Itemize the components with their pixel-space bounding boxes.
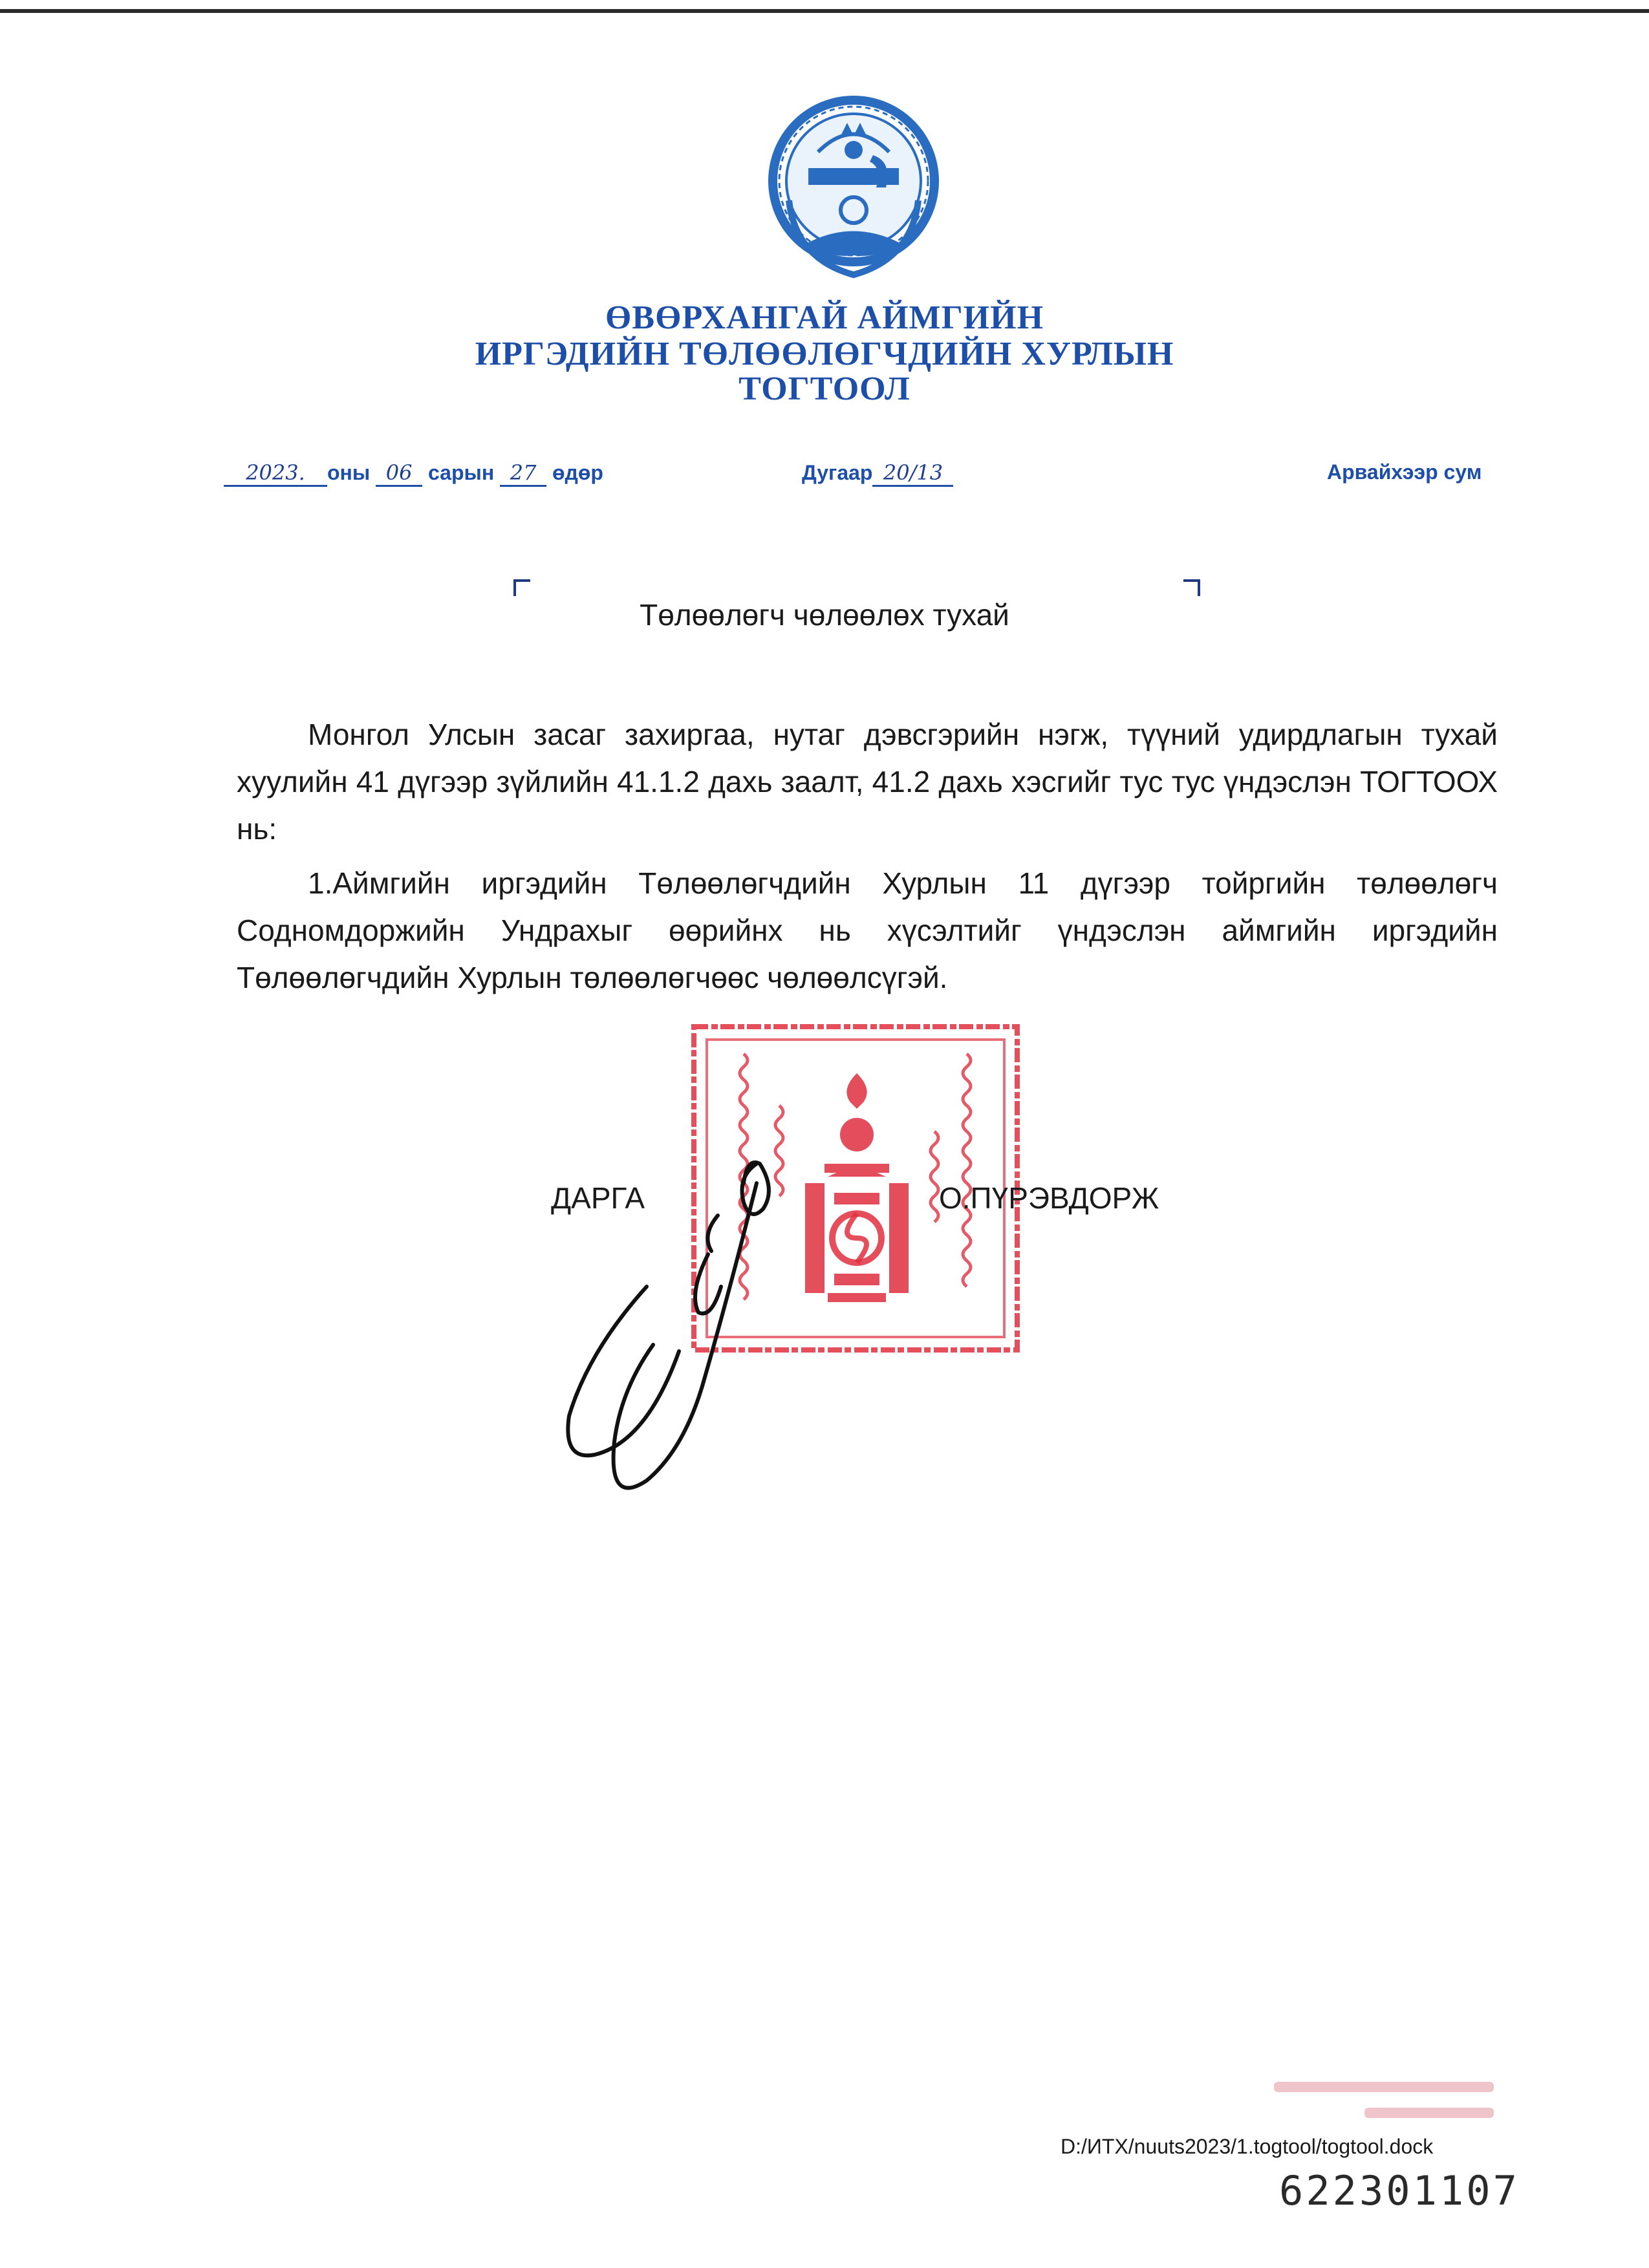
- number-handwritten: 20/13: [872, 460, 953, 487]
- date-month-handwritten: 06: [376, 460, 422, 487]
- subject-right-bracket: [1183, 579, 1200, 596]
- top-border-line: [0, 9, 1649, 13]
- faded-registration-stamp: [1267, 2069, 1513, 2140]
- document-number: [802, 460, 953, 487]
- date-year-word: оны: [327, 461, 371, 484]
- header-organization-line2: ИРГЭДИЙН ТӨЛӨӨЛӨГЧДИЙН ХУРЛЫН: [475, 336, 1174, 372]
- document-subject: Төлөөлөгч чөлөөлөх тухай: [640, 598, 1009, 632]
- date-line: [224, 460, 603, 487]
- date-year-handwritten: 2023.: [224, 460, 327, 487]
- handwritten-signature: [543, 1125, 834, 1500]
- date-month-word: сарын: [427, 461, 495, 484]
- header-organization-line1: ӨВӨРХАНГАЙ АЙМГИЙН: [605, 299, 1044, 336]
- file-path-footer: D:/ИТХ/nuuts2023/1.togtool/togtool.dock: [1061, 2135, 1434, 2158]
- body-paragraph-preamble: Монгол Улсын засаг захиргаа, нутаг дэвсгэрийн нэгж, түүний удирдлагын тухай хуулийн 41 дүгээр зүйлийн 41.1.2 дахь заалт, 41.2 дахь хэсгийг тус тус үндэслэн ТОГТООХ нь:: [237, 718, 1498, 846]
- subject-left-bracket: [513, 579, 530, 596]
- document-type-title: ТОГТООЛ: [738, 370, 911, 407]
- signatory-name: О.ПҮРЭВДОРЖ: [939, 1181, 1159, 1215]
- date-day-handwritten: 27: [500, 460, 546, 487]
- issue-place: Арвайхээр сум: [1327, 460, 1482, 484]
- number-label: Дугаар: [802, 461, 873, 484]
- document-serial-number: 622301107: [1279, 2167, 1520, 2214]
- state-emblem-icon: [763, 91, 944, 284]
- body-paragraph-resolution: 1.Аймгийн иргэдийн Төлөөлөгчдийн Хурлын 11 дүгээр тойргийн төлөөлөгч Содномдоржийн Ундрахыг өөрийнх нь хүсэлтийг үндэслэн аймгийн иргэдийн Төлөөлөгчдийн Хурлын төлөөлөгчөөс чөлөөлсүгэй.: [237, 866, 1498, 994]
- date-day-word: өдөр: [552, 461, 603, 484]
- signatory-title: ДАРГА: [551, 1181, 645, 1215]
